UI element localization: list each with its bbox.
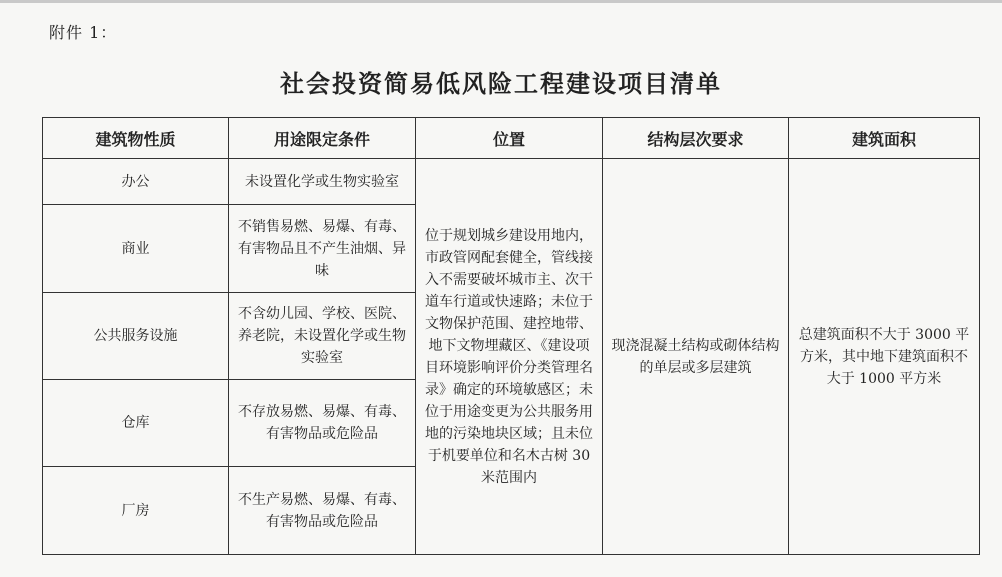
cell-location: 位于规划城乡建设用地内，市政管网配套健全，管线接入不需要破坏城市主、次干道车行道或快速路；未位于文物保护范围、建控地带、地下文物埋藏区、《建设项目环境影响评价分类管理名录》确定的环境敏感区；未位于用途变更为公共服务用地的污染地块区域；且未位于机要单位和名木古树 30 米范围内 xyxy=(416,159,603,555)
document-title: 社会投资简易低风险工程建设项目清单 xyxy=(280,70,722,98)
attachment-label: 附件 1： xyxy=(49,23,118,42)
cell-building-type: 办公 xyxy=(43,159,229,205)
header-building-type: 建筑物性质 xyxy=(43,118,229,159)
cell-usage-condition: 不存放易燃、易爆、有毒、有害物品或危险品 xyxy=(229,380,416,467)
cell-building-type: 厂房 xyxy=(43,467,229,555)
project-list-table xyxy=(42,117,980,555)
header-area: 建筑面积 xyxy=(789,118,980,159)
cell-usage-condition: 不销售易燃、易爆、有毒、有害物品且不产生油烟、异味 xyxy=(229,205,416,293)
header-usage-condition: 用途限定条件 xyxy=(229,118,416,159)
page-top-edge xyxy=(0,0,1002,3)
header-structure: 结构层次要求 xyxy=(603,118,789,159)
cell-usage-condition: 不含幼儿园、学校、医院、养老院，未设置化学或生物实验室 xyxy=(229,293,416,380)
cell-usage-condition: 不生产易燃、易爆、有毒、有害物品或危险品 xyxy=(229,467,416,555)
cell-building-type: 商业 xyxy=(43,205,229,293)
cell-usage-condition: 未设置化学或生物实验室 xyxy=(229,159,416,205)
table-row xyxy=(43,159,980,205)
cell-area: 总建筑面积不大于 3000 平方米，其中地下建筑面积不大于 1000 平方米 xyxy=(789,159,980,555)
cell-building-type: 仓库 xyxy=(43,380,229,467)
cell-building-type: 公共服务设施 xyxy=(43,293,229,380)
table-header-row xyxy=(43,118,980,159)
cell-structure: 现浇混凝土结构或砌体结构的单层或多层建筑 xyxy=(603,159,789,555)
header-location: 位置 xyxy=(416,118,603,159)
